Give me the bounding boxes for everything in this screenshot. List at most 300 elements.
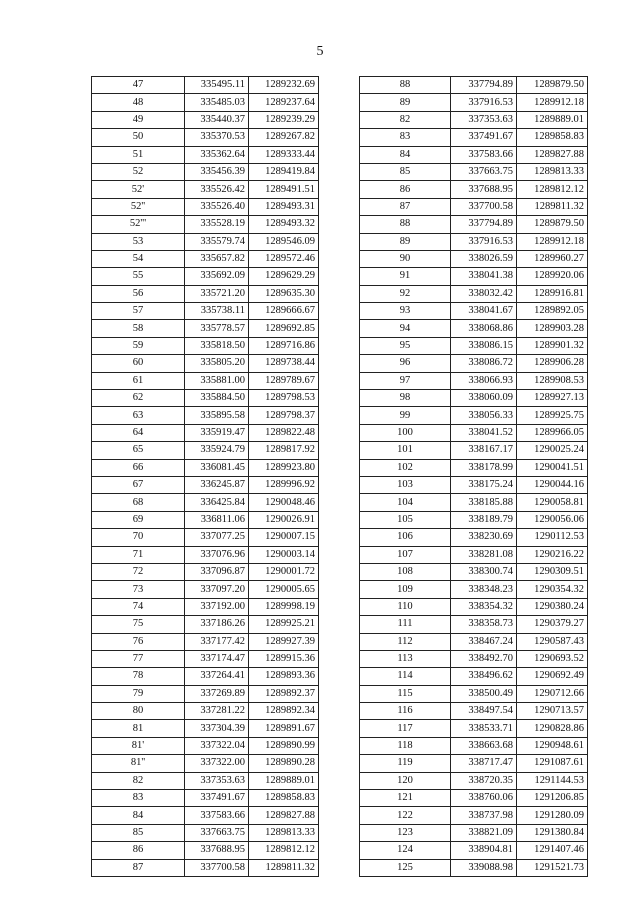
- table-row: [360, 146, 588, 163]
- table-row: [92, 581, 319, 598]
- y-coordinate-cell: 1289692.85: [249, 320, 319, 337]
- point-number-cell: 114: [360, 668, 451, 685]
- y-coordinate-cell: 1289889.01: [517, 111, 588, 128]
- point-number-cell: 113: [360, 650, 451, 667]
- x-coordinate-cell: 335526.40: [185, 198, 249, 215]
- table-row: [360, 320, 588, 337]
- x-coordinate-cell: 337264.41: [185, 668, 249, 685]
- y-coordinate-cell: 1289903.28: [517, 320, 588, 337]
- y-coordinate-cell: 1290380.24: [517, 598, 588, 615]
- table-row: [360, 198, 588, 215]
- x-coordinate-cell: 338720.35: [451, 772, 517, 789]
- point-number-cell: 85: [360, 163, 451, 180]
- table-body: [92, 77, 319, 877]
- table-row: [360, 703, 588, 720]
- x-coordinate-cell: 335778.57: [185, 320, 249, 337]
- x-coordinate-cell: 335895.58: [185, 407, 249, 424]
- x-coordinate-cell: 338066.93: [451, 372, 517, 389]
- x-coordinate-cell: 336425.84: [185, 494, 249, 511]
- coordinates-table-right: [359, 76, 588, 877]
- y-coordinate-cell: 1289915.36: [249, 650, 319, 667]
- x-coordinate-cell: 337794.89: [451, 216, 517, 233]
- table-row: [92, 546, 319, 563]
- point-number-cell: 69: [92, 511, 185, 528]
- x-coordinate-cell: 337322.04: [185, 737, 249, 754]
- point-number-cell: 79: [92, 685, 185, 702]
- x-coordinate-cell: 337688.95: [185, 842, 249, 859]
- point-number-cell: 78: [92, 668, 185, 685]
- x-coordinate-cell: 335884.50: [185, 390, 249, 407]
- x-coordinate-cell: 338167.17: [451, 442, 517, 459]
- y-coordinate-cell: 1289891.67: [249, 720, 319, 737]
- table-row: [92, 146, 319, 163]
- x-coordinate-cell: 337304.39: [185, 720, 249, 737]
- y-coordinate-cell: 1289419.84: [249, 163, 319, 180]
- y-coordinate-cell: 1289572.46: [249, 250, 319, 267]
- point-number-cell: 90: [360, 250, 451, 267]
- x-coordinate-cell: 335456.39: [185, 163, 249, 180]
- point-number-cell: 57: [92, 303, 185, 320]
- y-coordinate-cell: 1289920.06: [517, 268, 588, 285]
- x-coordinate-cell: 335818.50: [185, 337, 249, 354]
- point-number-cell: 119: [360, 755, 451, 772]
- point-number-cell: 70: [92, 529, 185, 546]
- y-coordinate-cell: 1289666.67: [249, 303, 319, 320]
- y-coordinate-cell: 1290693.52: [517, 650, 588, 667]
- point-number-cell: 49: [92, 111, 185, 128]
- point-number-cell: 104: [360, 494, 451, 511]
- point-number-cell: 92: [360, 285, 451, 302]
- table-row: [92, 563, 319, 580]
- y-coordinate-cell: 1290001.72: [249, 563, 319, 580]
- x-coordinate-cell: 337663.75: [451, 163, 517, 180]
- point-number-cell: 63: [92, 407, 185, 424]
- point-number-cell: 53: [92, 233, 185, 250]
- x-coordinate-cell: 338060.09: [451, 390, 517, 407]
- point-number-cell: 62: [92, 390, 185, 407]
- y-coordinate-cell: 1289635.30: [249, 285, 319, 302]
- y-coordinate-cell: 1289916.81: [517, 285, 588, 302]
- x-coordinate-cell: 337177.42: [185, 633, 249, 650]
- x-coordinate-cell: 337353.63: [451, 111, 517, 128]
- table-row: [360, 616, 588, 633]
- x-coordinate-cell: 337174.47: [185, 650, 249, 667]
- x-coordinate-cell: 337077.25: [185, 529, 249, 546]
- x-coordinate-cell: 337700.58: [185, 859, 249, 876]
- y-coordinate-cell: 1290025.24: [517, 442, 588, 459]
- x-coordinate-cell: 337583.66: [451, 146, 517, 163]
- x-coordinate-cell: 336811.06: [185, 511, 249, 528]
- y-coordinate-cell: 1289925.75: [517, 407, 588, 424]
- x-coordinate-cell: 335485.03: [185, 94, 249, 111]
- x-coordinate-cell: 338760.06: [451, 790, 517, 807]
- point-number-cell: 107: [360, 546, 451, 563]
- y-coordinate-cell: 1289789.67: [249, 372, 319, 389]
- y-coordinate-cell: 1289827.88: [249, 807, 319, 824]
- table-row: [360, 685, 588, 702]
- point-number-cell: 61: [92, 372, 185, 389]
- y-coordinate-cell: 1289996.92: [249, 476, 319, 493]
- y-coordinate-cell: 1289879.50: [517, 216, 588, 233]
- y-coordinate-cell: 1289267.82: [249, 129, 319, 146]
- table-row: [360, 424, 588, 441]
- table-row: [92, 511, 319, 528]
- y-coordinate-cell: 1289927.39: [249, 633, 319, 650]
- x-coordinate-cell: 335579.74: [185, 233, 249, 250]
- y-coordinate-cell: 1290828.86: [517, 720, 588, 737]
- x-coordinate-cell: 337281.22: [185, 703, 249, 720]
- point-number-cell: 99: [360, 407, 451, 424]
- x-coordinate-cell: 337322.00: [185, 755, 249, 772]
- x-coordinate-cell: 337916.53: [451, 94, 517, 111]
- table-row: [360, 77, 588, 94]
- table-row: [360, 529, 588, 546]
- table-row: [92, 94, 319, 111]
- point-number-cell: 109: [360, 581, 451, 598]
- x-coordinate-cell: 337192.00: [185, 598, 249, 615]
- y-coordinate-cell: 1290048.46: [249, 494, 319, 511]
- point-number-cell: 52': [92, 181, 185, 198]
- point-number-cell: 84: [92, 807, 185, 824]
- x-coordinate-cell: 337353.63: [185, 772, 249, 789]
- y-coordinate-cell: 1289901.32: [517, 337, 588, 354]
- point-number-cell: 87: [92, 859, 185, 876]
- table-row: [360, 111, 588, 128]
- point-number-cell: 52: [92, 163, 185, 180]
- y-coordinate-cell: 1289491.51: [249, 181, 319, 198]
- table-row: [92, 842, 319, 859]
- table-row: [360, 181, 588, 198]
- point-number-cell: 81: [92, 720, 185, 737]
- x-coordinate-cell: 338068.86: [451, 320, 517, 337]
- table-row: [92, 755, 319, 772]
- table-row: [360, 859, 588, 876]
- x-coordinate-cell: 338178.99: [451, 459, 517, 476]
- table-row: [360, 755, 588, 772]
- x-coordinate-cell: 335721.20: [185, 285, 249, 302]
- table-row: [360, 737, 588, 754]
- table-row: [92, 790, 319, 807]
- y-coordinate-cell: 1289966.05: [517, 424, 588, 441]
- page-number: 5: [316, 44, 324, 59]
- y-coordinate-cell: 1290112.53: [517, 529, 588, 546]
- x-coordinate-cell: 335919.47: [185, 424, 249, 441]
- y-coordinate-cell: 1290007.15: [249, 529, 319, 546]
- point-number-cell: 117: [360, 720, 451, 737]
- y-coordinate-cell: 1289893.36: [249, 668, 319, 685]
- table-row: [360, 459, 588, 476]
- x-coordinate-cell: 338496.62: [451, 668, 517, 685]
- point-number-cell: 75: [92, 616, 185, 633]
- point-number-cell: 121: [360, 790, 451, 807]
- x-coordinate-cell: 338041.67: [451, 303, 517, 320]
- y-coordinate-cell: 1289889.01: [249, 772, 319, 789]
- x-coordinate-cell: 337688.95: [451, 181, 517, 198]
- table-row: [92, 772, 319, 789]
- table-row: [360, 650, 588, 667]
- y-coordinate-cell: 1291144.53: [517, 772, 588, 789]
- table-row: [360, 598, 588, 615]
- table-row: [360, 772, 588, 789]
- point-number-cell: 84: [360, 146, 451, 163]
- x-coordinate-cell: 335528.19: [185, 216, 249, 233]
- table-row: [360, 824, 588, 841]
- point-number-cell: 125: [360, 859, 451, 876]
- point-number-cell: 112: [360, 633, 451, 650]
- point-number-cell: 110: [360, 598, 451, 615]
- x-coordinate-cell: 335440.37: [185, 111, 249, 128]
- table-row: [92, 459, 319, 476]
- table-row: [92, 285, 319, 302]
- y-coordinate-cell: 1289923.80: [249, 459, 319, 476]
- y-coordinate-cell: 1289817.92: [249, 442, 319, 459]
- point-number-cell: 100: [360, 424, 451, 441]
- x-coordinate-cell: 338086.15: [451, 337, 517, 354]
- x-coordinate-cell: 337583.66: [185, 807, 249, 824]
- point-number-cell: 123: [360, 824, 451, 841]
- table-row: [92, 807, 319, 824]
- point-number-cell: 82: [92, 772, 185, 789]
- y-coordinate-cell: 1289493.32: [249, 216, 319, 233]
- y-coordinate-cell: 1291087.61: [517, 755, 588, 772]
- y-coordinate-cell: 1290026.91: [249, 511, 319, 528]
- y-coordinate-cell: 1289811.32: [249, 859, 319, 876]
- point-number-cell: 102: [360, 459, 451, 476]
- table-row: [92, 824, 319, 841]
- y-coordinate-cell: 1289912.18: [517, 94, 588, 111]
- table-row: [360, 233, 588, 250]
- x-coordinate-cell: 337700.58: [451, 198, 517, 215]
- x-coordinate-cell: 337491.67: [185, 790, 249, 807]
- y-coordinate-cell: 1290379.27: [517, 616, 588, 633]
- point-number-cell: 73: [92, 581, 185, 598]
- x-coordinate-cell: 338056.33: [451, 407, 517, 424]
- table-row: [92, 250, 319, 267]
- x-coordinate-cell: 335526.42: [185, 181, 249, 198]
- point-number-cell: 65: [92, 442, 185, 459]
- x-coordinate-cell: 338497.54: [451, 703, 517, 720]
- table-row: [92, 476, 319, 493]
- x-coordinate-cell: 337663.75: [185, 824, 249, 841]
- y-coordinate-cell: 1289333.44: [249, 146, 319, 163]
- table-row: [360, 668, 588, 685]
- y-coordinate-cell: 1290003.14: [249, 546, 319, 563]
- y-coordinate-cell: 1289813.33: [517, 163, 588, 180]
- table-row: [360, 268, 588, 285]
- x-coordinate-cell: 336245.87: [185, 476, 249, 493]
- point-number-cell: 120: [360, 772, 451, 789]
- y-coordinate-cell: 1289812.12: [517, 181, 588, 198]
- point-number-cell: 97: [360, 372, 451, 389]
- table-row: [360, 807, 588, 824]
- table-row: [360, 285, 588, 302]
- y-coordinate-cell: 1289925.21: [249, 616, 319, 633]
- x-coordinate-cell: 338348.23: [451, 581, 517, 598]
- point-number-cell: 106: [360, 529, 451, 546]
- x-coordinate-cell: 338354.32: [451, 598, 517, 615]
- point-number-cell: 83: [92, 790, 185, 807]
- y-coordinate-cell: 1289927.13: [517, 390, 588, 407]
- y-coordinate-cell: 1290713.57: [517, 703, 588, 720]
- table-row: [92, 372, 319, 389]
- point-number-cell: 58: [92, 320, 185, 337]
- table-row: [92, 129, 319, 146]
- table-row: [92, 77, 319, 94]
- y-coordinate-cell: 1290712.66: [517, 685, 588, 702]
- x-coordinate-cell: 338281.08: [451, 546, 517, 563]
- x-coordinate-cell: 337794.89: [451, 77, 517, 94]
- y-coordinate-cell: 1290005.65: [249, 581, 319, 598]
- table-row: [92, 320, 319, 337]
- point-number-cell: 86: [360, 181, 451, 198]
- coordinates-table-left: [91, 76, 319, 877]
- y-coordinate-cell: 1289892.37: [249, 685, 319, 702]
- x-coordinate-cell: 338821.09: [451, 824, 517, 841]
- y-coordinate-cell: 1291280.09: [517, 807, 588, 824]
- y-coordinate-cell: 1289812.12: [249, 842, 319, 859]
- x-coordinate-cell: 338026.59: [451, 250, 517, 267]
- point-number-cell: 108: [360, 563, 451, 580]
- table-row: [92, 407, 319, 424]
- y-coordinate-cell: 1289716.86: [249, 337, 319, 354]
- point-number-cell: 81': [92, 737, 185, 754]
- table-row: [92, 303, 319, 320]
- point-number-cell: 96: [360, 355, 451, 372]
- table-row: [92, 737, 319, 754]
- x-coordinate-cell: 338185.88: [451, 494, 517, 511]
- point-number-cell: 91: [360, 268, 451, 285]
- table-row: [92, 198, 319, 215]
- point-number-cell: 93: [360, 303, 451, 320]
- y-coordinate-cell: 1289892.05: [517, 303, 588, 320]
- x-coordinate-cell: 335805.20: [185, 355, 249, 372]
- table-row: [360, 720, 588, 737]
- table-row: [360, 303, 588, 320]
- point-number-cell: 76: [92, 633, 185, 650]
- x-coordinate-cell: 338175.24: [451, 476, 517, 493]
- table-row: [360, 563, 588, 580]
- table-row: [360, 442, 588, 459]
- x-coordinate-cell: 337076.96: [185, 546, 249, 563]
- y-coordinate-cell: 1289998.19: [249, 598, 319, 615]
- table-row: [92, 181, 319, 198]
- table-row: [360, 511, 588, 528]
- point-number-cell: 85: [92, 824, 185, 841]
- table-row: [92, 598, 319, 615]
- x-coordinate-cell: 338189.79: [451, 511, 517, 528]
- table-row: [92, 233, 319, 250]
- point-number-cell: 71: [92, 546, 185, 563]
- y-coordinate-cell: 1290587.43: [517, 633, 588, 650]
- y-coordinate-cell: 1291206.85: [517, 790, 588, 807]
- y-coordinate-cell: 1289827.88: [517, 146, 588, 163]
- point-number-cell: 56: [92, 285, 185, 302]
- y-coordinate-cell: 1290948.61: [517, 737, 588, 754]
- x-coordinate-cell: 338500.49: [451, 685, 517, 702]
- point-number-cell: 60: [92, 355, 185, 372]
- x-coordinate-cell: 338300.74: [451, 563, 517, 580]
- point-number-cell: 88: [360, 216, 451, 233]
- point-number-cell: 88: [360, 77, 451, 94]
- y-coordinate-cell: 1289798.37: [249, 407, 319, 424]
- y-coordinate-cell: 1289811.32: [517, 198, 588, 215]
- x-coordinate-cell: 336081.45: [185, 459, 249, 476]
- x-coordinate-cell: 337097.20: [185, 581, 249, 598]
- point-number-cell: 101: [360, 442, 451, 459]
- table-row: [360, 546, 588, 563]
- point-number-cell: 72: [92, 563, 185, 580]
- y-coordinate-cell: 1289906.28: [517, 355, 588, 372]
- x-coordinate-cell: 337916.53: [451, 233, 517, 250]
- point-number-cell: 48: [92, 94, 185, 111]
- y-coordinate-cell: 1289892.34: [249, 703, 319, 720]
- point-number-cell: 116: [360, 703, 451, 720]
- y-coordinate-cell: 1290309.51: [517, 563, 588, 580]
- y-coordinate-cell: 1289738.44: [249, 355, 319, 372]
- table-row: [92, 111, 319, 128]
- y-coordinate-cell: 1289237.64: [249, 94, 319, 111]
- table-row: [92, 163, 319, 180]
- point-number-cell: 47: [92, 77, 185, 94]
- table-row: [360, 129, 588, 146]
- x-coordinate-cell: 338533.71: [451, 720, 517, 737]
- y-coordinate-cell: 1289960.27: [517, 250, 588, 267]
- x-coordinate-cell: 338904.81: [451, 842, 517, 859]
- x-coordinate-cell: 339088.98: [451, 859, 517, 876]
- x-coordinate-cell: 337491.67: [451, 129, 517, 146]
- y-coordinate-cell: 1291521.73: [517, 859, 588, 876]
- point-number-cell: 103: [360, 476, 451, 493]
- y-coordinate-cell: 1290216.22: [517, 546, 588, 563]
- table-row: [92, 616, 319, 633]
- table-row: [360, 163, 588, 180]
- y-coordinate-cell: 1290041.51: [517, 459, 588, 476]
- table-row: [360, 94, 588, 111]
- point-number-cell: 94: [360, 320, 451, 337]
- table-row: [92, 529, 319, 546]
- table-body: [360, 77, 588, 877]
- x-coordinate-cell: 335657.82: [185, 250, 249, 267]
- y-coordinate-cell: 1289890.28: [249, 755, 319, 772]
- point-number-cell: 89: [360, 233, 451, 250]
- point-number-cell: 51: [92, 146, 185, 163]
- x-coordinate-cell: 338717.47: [451, 755, 517, 772]
- point-number-cell: 86: [92, 842, 185, 859]
- table-row: [360, 250, 588, 267]
- point-number-cell: 95: [360, 337, 451, 354]
- y-coordinate-cell: 1289822.48: [249, 424, 319, 441]
- table-row: [92, 859, 319, 876]
- x-coordinate-cell: 338358.73: [451, 616, 517, 633]
- table-row: [92, 390, 319, 407]
- table-row: [92, 650, 319, 667]
- y-coordinate-cell: 1290056.06: [517, 511, 588, 528]
- point-number-cell: 82: [360, 111, 451, 128]
- x-coordinate-cell: 337269.89: [185, 685, 249, 702]
- point-number-cell: 66: [92, 459, 185, 476]
- x-coordinate-cell: 338041.38: [451, 268, 517, 285]
- x-coordinate-cell: 338663.68: [451, 737, 517, 754]
- y-coordinate-cell: 1291407.46: [517, 842, 588, 859]
- table-row: [360, 633, 588, 650]
- y-coordinate-cell: 1289813.33: [249, 824, 319, 841]
- x-coordinate-cell: 335495.11: [185, 77, 249, 94]
- table-row: [360, 355, 588, 372]
- table-row: [360, 337, 588, 354]
- x-coordinate-cell: 338032.42: [451, 285, 517, 302]
- point-number-cell: 87: [360, 198, 451, 215]
- x-coordinate-cell: 335738.11: [185, 303, 249, 320]
